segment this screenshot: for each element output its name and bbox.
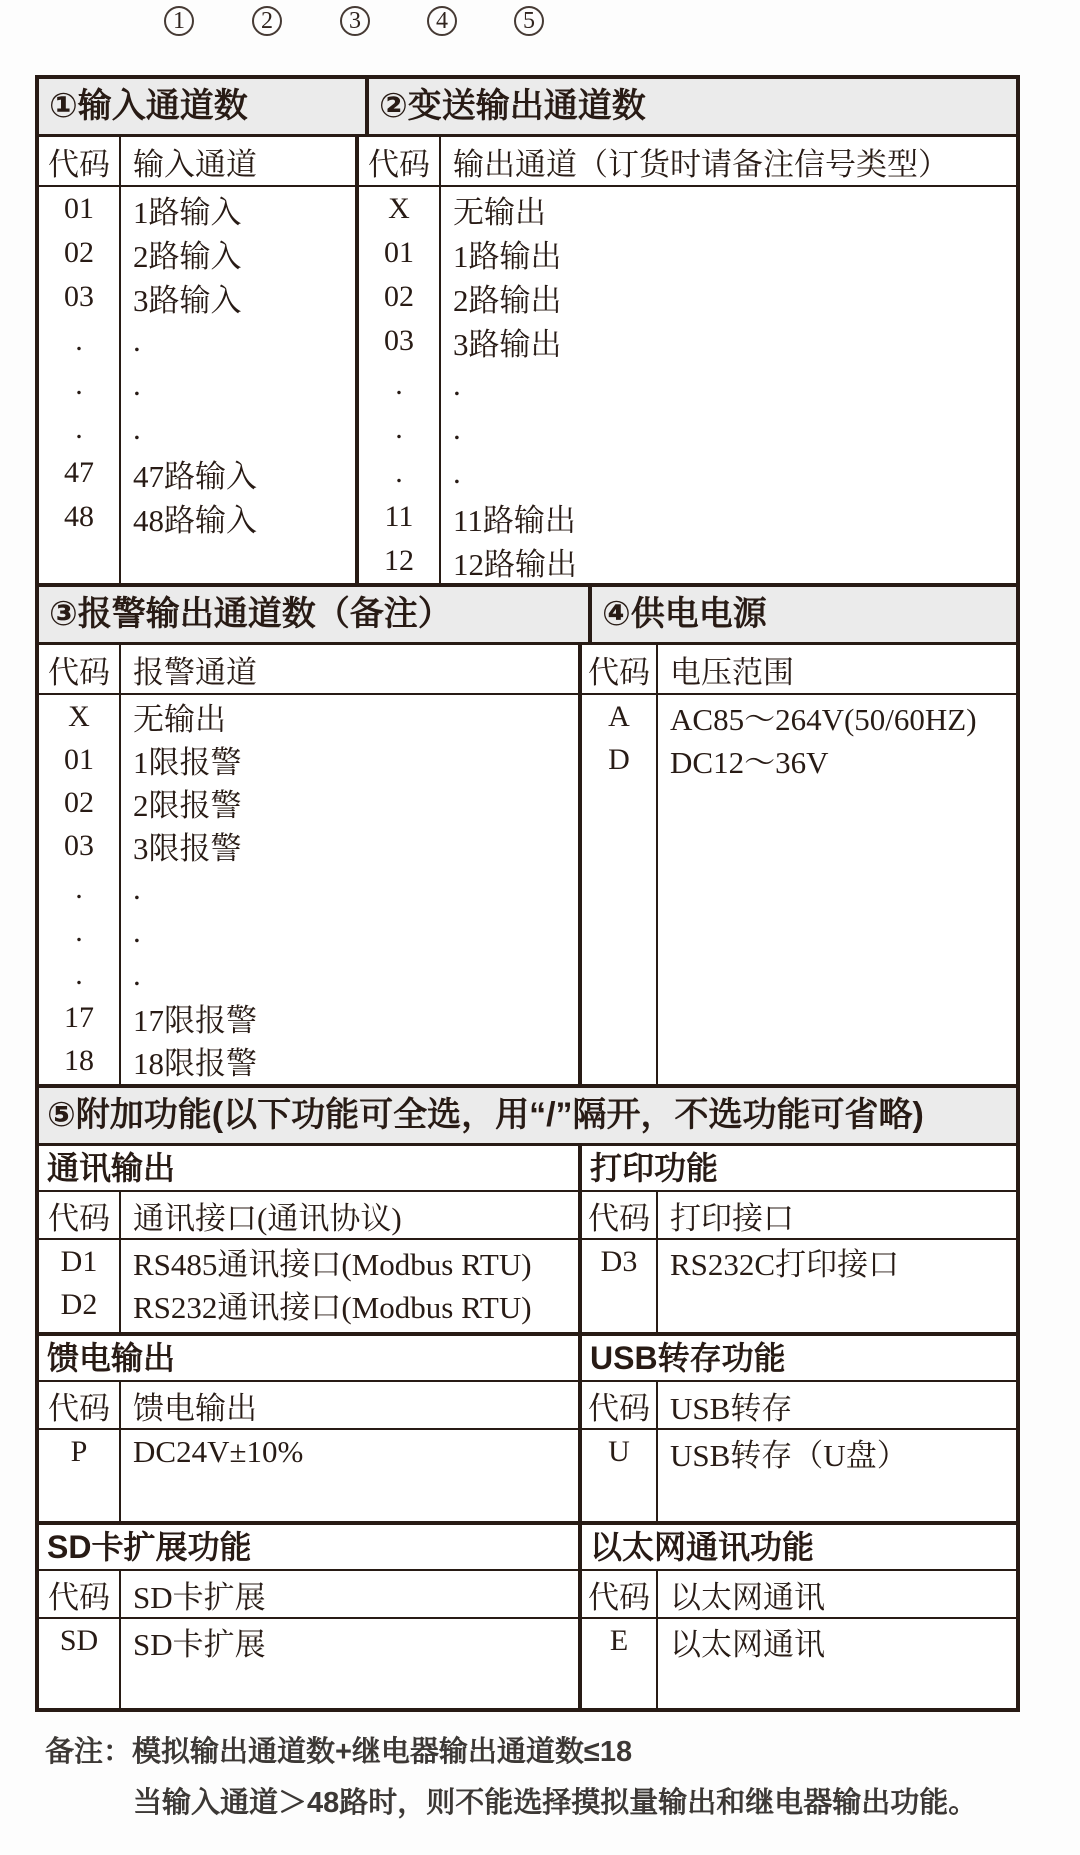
column-header-row — [39, 137, 355, 187]
table-row-filler — [582, 1283, 1016, 1332]
section-5-title: ⑤附加功能(以下功能可全选，用“/”隔开，不选功能可省略) — [47, 1095, 924, 1134]
code-cell: D3 — [582, 1240, 658, 1283]
section-5-row-1 — [39, 1146, 1016, 1332]
table-row — [39, 363, 355, 407]
desc-cell: 47路输入 — [133, 458, 257, 494]
code-cell: 18 — [39, 1039, 121, 1082]
desc-cell: 48路输入 — [133, 502, 257, 538]
sub-table-sd-card — [39, 1525, 578, 1708]
desc-col-header: SD卡扩展 — [133, 1579, 266, 1615]
desc-col-header: USB转存 — [670, 1390, 793, 1426]
table-row — [39, 1619, 578, 1663]
sub-table-title: 打印功能 — [582, 1146, 1016, 1192]
section-4-title: ④供电电源 — [602, 594, 767, 633]
desc-cell: SD卡扩展 — [133, 1626, 266, 1662]
desc-col-header: 以太网通讯 — [670, 1579, 825, 1615]
section-4 — [582, 645, 1016, 1084]
table-row-filler — [39, 539, 355, 583]
table-row — [359, 275, 1016, 319]
desc-cell: 无输出 — [453, 194, 546, 230]
section-1-2-body — [39, 137, 1016, 583]
desc-col-header: 打印接口 — [670, 1200, 794, 1236]
table-rows — [582, 1240, 1016, 1332]
table-rows — [39, 187, 355, 583]
desc-cell: . — [133, 913, 141, 949]
desc-cell: 2路输出 — [453, 282, 562, 318]
table-row — [359, 187, 1016, 231]
sub-table-usb — [582, 1336, 1016, 1521]
desc-cell: . — [133, 367, 141, 402]
desc-cell: 无输出 — [133, 702, 226, 737]
table-row — [582, 1430, 1016, 1474]
desc-col-header: 通讯接口(通讯协议) — [133, 1200, 402, 1236]
table-row — [39, 231, 355, 275]
code-cell: P — [39, 1430, 121, 1474]
code-cell: 01 — [359, 231, 441, 275]
notes-line-1: 备注：模拟输出通道数+继电器输出通道数≤18 — [45, 1736, 633, 1768]
code-col-header: 代码 — [39, 1571, 121, 1617]
column-header-row — [582, 645, 1016, 695]
table-rows — [582, 1619, 1016, 1708]
table-row — [359, 495, 1016, 539]
code-cell: U — [582, 1430, 658, 1474]
table-row — [39, 451, 355, 495]
code-cell: . — [39, 867, 121, 910]
code-cell: A — [582, 695, 658, 738]
desc-cell: 2限报警 — [133, 788, 242, 823]
code-cell: 17 — [39, 996, 121, 1039]
desc-cell: DC24V±10% — [133, 1434, 304, 1469]
table-row — [359, 407, 1016, 451]
code-cell: 02 — [39, 231, 121, 275]
code-cell: 47 — [39, 451, 121, 495]
section-2 — [359, 137, 1016, 583]
code-cell: 03 — [39, 275, 121, 319]
column-header-row — [582, 1382, 1016, 1430]
table-row-filler — [582, 781, 1016, 1084]
desc-cell: . — [453, 455, 461, 490]
ordering-table — [35, 75, 1020, 1712]
code-cell: 11 — [359, 495, 441, 539]
sub-table-title: 馈电输出 — [39, 1336, 578, 1382]
table-row — [359, 539, 1016, 583]
desc-col-header: 电压范围 — [670, 654, 794, 690]
desc-cell: USB转存（U盘） — [670, 1437, 908, 1473]
code-cell: . — [39, 363, 121, 407]
table-row — [39, 1039, 578, 1082]
desc-cell: 17限报警 — [133, 1003, 257, 1038]
table-row — [39, 187, 355, 231]
section-1-2-title-row — [39, 79, 1016, 137]
table-row — [39, 695, 578, 738]
code-cell: D1 — [39, 1240, 121, 1283]
desc-cell: 3限报警 — [133, 831, 242, 866]
sub-table-feed-power — [39, 1336, 578, 1521]
code-cell: . — [39, 910, 121, 953]
code-cell: SD — [39, 1619, 121, 1663]
desc-cell: 12路输出 — [453, 546, 577, 582]
desc-cell: . — [133, 411, 141, 446]
code-cell: X — [39, 695, 121, 738]
desc-col-header: 输入通道 — [133, 146, 257, 182]
sub-table-print — [582, 1146, 1016, 1332]
desc-cell: 18限报警 — [133, 1046, 257, 1081]
desc-col-header: 报警通道 — [133, 654, 257, 690]
table-rows — [359, 187, 1016, 583]
sub-table-title: USB转存功能 — [582, 1336, 1016, 1382]
sub-table-title: 以太网通讯功能 — [582, 1525, 1016, 1571]
circled-number-5: 5 — [514, 6, 544, 36]
table-row — [39, 738, 578, 781]
section-5-row-3 — [39, 1521, 1016, 1708]
sub-table-comm — [39, 1146, 578, 1332]
section-3-4-title-row — [39, 583, 1016, 645]
circled-number-4: 4 — [427, 6, 457, 36]
code-cell: 02 — [39, 781, 121, 824]
table-rows — [39, 1240, 578, 1332]
code-col-header: 代码 — [39, 1192, 121, 1238]
circled-number-2: 2 — [252, 6, 282, 36]
section-3-title: ③报警输出通道数（备注） — [49, 594, 452, 633]
column-header-row — [39, 645, 578, 695]
circled-number-1: 1 — [164, 6, 194, 36]
desc-cell: 2路输入 — [133, 238, 242, 274]
table-row — [39, 1283, 578, 1326]
section-1 — [39, 137, 355, 583]
code-cell: . — [359, 451, 441, 495]
code-col-header: 代码 — [582, 1192, 658, 1238]
code-cell: D2 — [39, 1283, 121, 1326]
column-header-row — [582, 1571, 1016, 1619]
desc-cell: . — [133, 870, 141, 906]
table-row — [582, 695, 1016, 738]
code-cell: 03 — [359, 319, 441, 363]
sub-table-title: 通讯输出 — [39, 1146, 578, 1192]
code-cell: . — [39, 407, 121, 451]
code-cell: 02 — [359, 275, 441, 319]
table-row — [39, 824, 578, 867]
table-row-filler — [39, 1663, 578, 1708]
table-row — [582, 738, 1016, 781]
desc-cell: . — [133, 323, 141, 358]
section-2-title: ②变送输出通道数 — [379, 86, 646, 125]
code-position-legend — [0, 0, 1080, 50]
desc-cell: RS485通讯接口(Modbus RTU) — [133, 1247, 532, 1282]
table-row-filler — [582, 1474, 1016, 1521]
code-cell: 01 — [39, 738, 121, 781]
code-cell: 12 — [359, 539, 441, 583]
desc-cell: . — [133, 956, 141, 992]
table-row — [39, 953, 578, 996]
table-row — [582, 1619, 1016, 1663]
desc-cell: 以太网通讯 — [670, 1626, 825, 1662]
code-col-header: 代码 — [39, 137, 121, 185]
code-cell: . — [359, 363, 441, 407]
table-row — [39, 996, 578, 1039]
table-row-filler — [39, 1474, 578, 1521]
section-5-row-2 — [39, 1332, 1016, 1521]
desc-cell: . — [453, 367, 461, 402]
desc-cell: . — [453, 411, 461, 446]
sub-table-title: SD卡扩展功能 — [39, 1525, 578, 1571]
desc-cell: RS232C打印接口 — [670, 1247, 900, 1282]
desc-cell: 3路输入 — [133, 282, 242, 318]
code-col-header: 代码 — [39, 1382, 121, 1428]
table-row — [39, 407, 355, 451]
table-rows — [39, 1619, 578, 1708]
desc-cell: 1限报警 — [133, 745, 242, 780]
footnotes — [45, 1738, 977, 1818]
table-row — [39, 319, 355, 363]
code-cell: 48 — [39, 495, 121, 539]
section-5-title-row — [39, 1084, 1016, 1146]
table-row — [39, 275, 355, 319]
table-row-filler — [582, 1663, 1016, 1708]
table-row — [359, 451, 1016, 495]
desc-cell: 1路输出 — [453, 238, 562, 274]
desc-cell: RS232通讯接口(Modbus RTU) — [133, 1290, 532, 1325]
code-cell: . — [39, 319, 121, 363]
table-row — [39, 910, 578, 953]
table-rows — [582, 695, 1016, 1084]
table-row — [359, 231, 1016, 275]
desc-cell: 3路输出 — [453, 326, 562, 362]
column-header-row — [39, 1382, 578, 1430]
code-col-header: 代码 — [39, 645, 121, 693]
table-rows — [582, 1430, 1016, 1521]
code-col-header: 代码 — [582, 1571, 658, 1617]
table-row — [39, 1240, 578, 1283]
column-header-row — [582, 1192, 1016, 1240]
column-header-row — [39, 1192, 578, 1240]
code-cell: X — [359, 187, 441, 231]
code-col-header: 代码 — [582, 1382, 658, 1428]
code-cell: 03 — [39, 824, 121, 867]
column-header-row — [39, 1571, 578, 1619]
column-header-row — [359, 137, 1016, 187]
code-col-header: 代码 — [359, 137, 441, 185]
table-row — [359, 319, 1016, 363]
table-row — [359, 363, 1016, 407]
circled-number-3: 3 — [340, 6, 370, 36]
table-row — [39, 867, 578, 910]
code-cell: . — [359, 407, 441, 451]
desc-col-header: 馈电输出 — [133, 1390, 257, 1426]
desc-cell: DC12～36V — [670, 745, 829, 780]
code-cell: . — [39, 953, 121, 996]
table-rows — [39, 695, 578, 1084]
table-row — [39, 781, 578, 824]
desc-cell: 11路输出 — [453, 502, 576, 538]
table-rows — [39, 1430, 578, 1521]
table-row — [39, 1430, 578, 1474]
code-cell: D — [582, 738, 658, 781]
notes-line-2: 当输入通道＞48路时，则不能选择摸拟量输出和继电器输出功能。 — [133, 1787, 978, 1819]
sub-table-ethernet — [582, 1525, 1016, 1708]
section-3 — [39, 645, 578, 1084]
code-col-header: 代码 — [582, 645, 658, 693]
section-1-title: ①输入通道数 — [49, 86, 248, 125]
code-cell: E — [582, 1619, 658, 1663]
desc-col-header: 输出通道（订货时请备注信号类型） — [453, 146, 949, 182]
code-cell: 01 — [39, 187, 121, 231]
desc-cell: 1路输入 — [133, 194, 242, 230]
desc-cell: AC85～264V(50/60HZ) — [670, 702, 977, 737]
section-3-4-body — [39, 645, 1016, 1084]
table-row — [39, 495, 355, 539]
table-row — [582, 1240, 1016, 1283]
